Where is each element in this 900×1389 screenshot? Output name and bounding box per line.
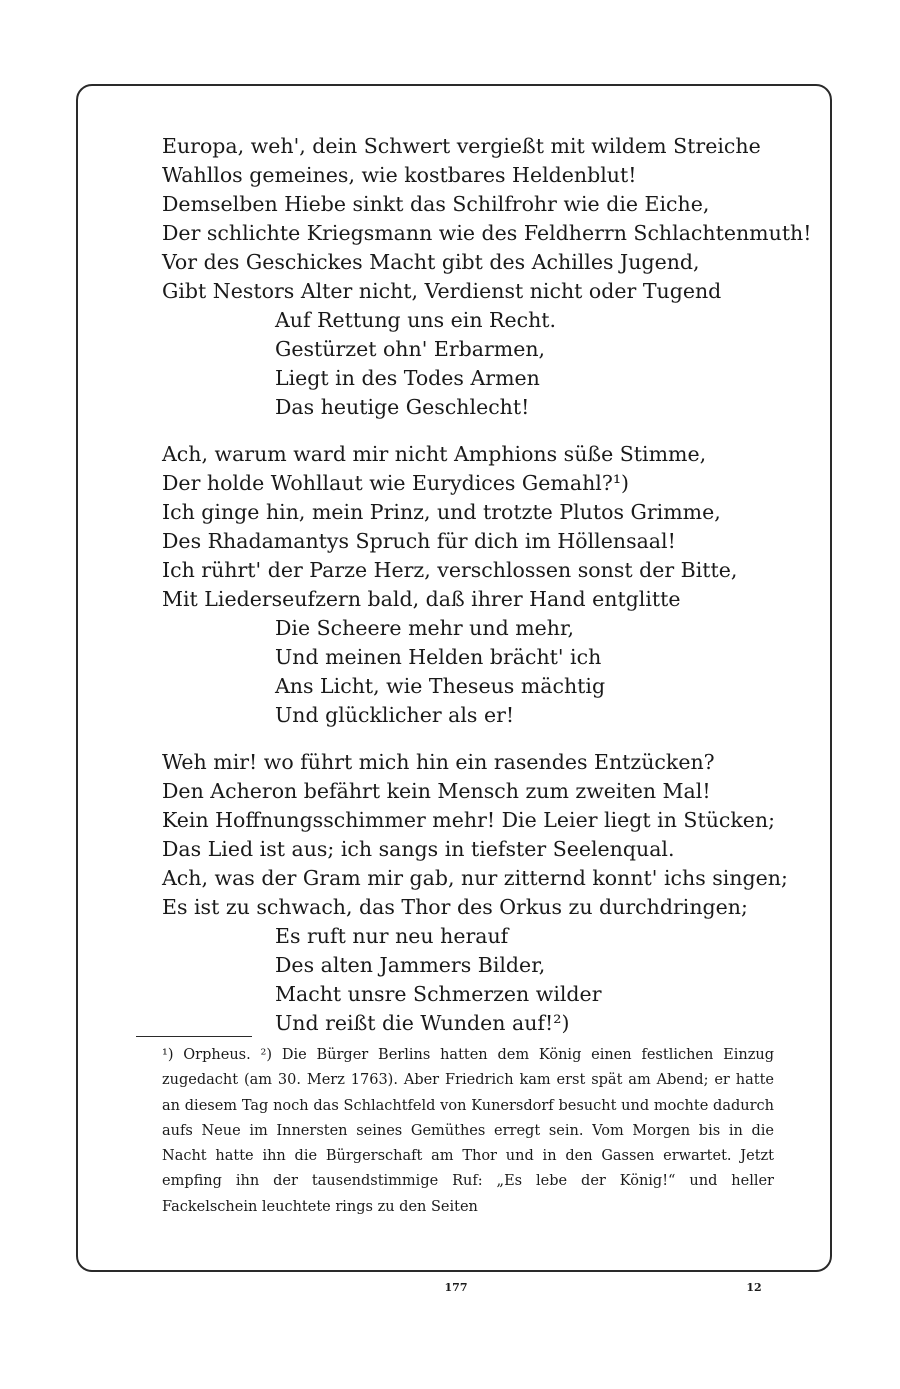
poem-line: Auf Rettung uns ein Recht. bbox=[275, 308, 557, 332]
poem-line: Des alten Jammers Bilder, bbox=[275, 953, 546, 977]
poem-line: Und reißt die Wunden auf!²) bbox=[275, 1011, 570, 1035]
poem-line: Liegt in des Todes Armen bbox=[275, 366, 540, 390]
poem-line: Und meinen Helden brächt' ich bbox=[275, 645, 602, 669]
poem-line: Macht unsre Schmerzen wilder bbox=[275, 982, 602, 1006]
poem-line: Der holde Wohllaut wie Eurydices Gemahl?¹) bbox=[162, 471, 630, 495]
poem-body bbox=[162, 132, 812, 1056]
poem-line: Vor des Geschickes Macht gibt des Achilles Jugend, bbox=[162, 250, 700, 274]
footnote-separator bbox=[136, 1036, 252, 1037]
poem-line: Das heutige Geschlecht! bbox=[275, 395, 530, 419]
poem-line: Des Rhadamantys Spruch für dich im Höllensaal! bbox=[162, 529, 676, 553]
poem-line: Den Acheron befährt kein Mensch zum zweiten Mal! bbox=[162, 779, 711, 803]
poem-line: Ich rührt' der Parze Herz, verschlossen sonst der Bitte, bbox=[162, 558, 738, 582]
poem-line: Europa, weh', dein Schwert vergießt mit wildem Streiche bbox=[162, 134, 761, 158]
stanza-1 bbox=[162, 132, 812, 422]
poem-line: Wahllos gemeines, wie kostbares Heldenblut! bbox=[162, 163, 637, 187]
poem-line: Weh mir! wo führt mich hin ein rasendes Entzücken? bbox=[162, 750, 715, 774]
poem-line: Und glücklicher als er! bbox=[275, 703, 515, 727]
page-number: 177 bbox=[444, 1281, 468, 1294]
poem-line: Es ist zu schwach, das Thor des Orkus zu durchdringen; bbox=[162, 895, 748, 919]
poem-line: Ans Licht, wie Theseus mächtig bbox=[275, 674, 606, 698]
poem-line: Gibt Nestors Alter nicht, Verdienst nicht oder Tugend bbox=[162, 279, 722, 303]
poem-line: Ach, was der Gram mir gab, nur zitternd konnt' ichs singen; bbox=[162, 866, 788, 890]
poem-line: Es ruft nur neu herauf bbox=[275, 924, 509, 948]
poem-line: Die Scheere mehr und mehr, bbox=[275, 616, 575, 640]
stanza-2 bbox=[162, 440, 802, 730]
poem-line: Der schlichte Kriegsmann wie des Feldherrn Schlachtenmuth! bbox=[162, 221, 812, 245]
poem-line: Kein Hoffnungsschimmer mehr! Die Leier liegt in Stücken; bbox=[162, 808, 776, 832]
poem-line: Ich ginge hin, mein Prinz, und trotzte Plutos Grimme, bbox=[162, 500, 721, 524]
poem-line: Mit Liederseufzern bald, daß ihrer Hand entglitte bbox=[162, 587, 681, 611]
stanza-3 bbox=[162, 748, 802, 1038]
poem-line: Demselben Hiebe sinkt das Schilfrohr wie die Eiche, bbox=[162, 192, 710, 216]
poem-line: Ach, warum ward mir nicht Amphions süße Stimme, bbox=[162, 442, 707, 466]
poem-line: Gestürzet ohn' Erbarmen, bbox=[275, 337, 546, 361]
signature-mark: 12 bbox=[746, 1281, 762, 1294]
poem-line: Das Lied ist aus; ich sangs in tiefster Seelenqual. bbox=[162, 837, 675, 861]
footnote-text: ¹) Orpheus. ²) Die Bürger Berlins hatten dem König einen festlichen Einzug zugedacht (am 30. Merz 1763). Aber Friedrich kam erst spät am Abend; er hatte an diesem Tag noch das Schlachtfeld von Kunersdorf besucht und mochte dadurch aufs Neue im Innersten seines Gemüthes erregt sein. Vom Morgen bis in die Nacht hatte ihn die Bürgerschaft am Thor und in den Gassen erwartet. Jetzt empfing ihn der tausendstimmige Ruf: „Es lebe der König!“ und heller Fackelschein leuchtete rings zu den Seiten bbox=[162, 1047, 774, 1215]
